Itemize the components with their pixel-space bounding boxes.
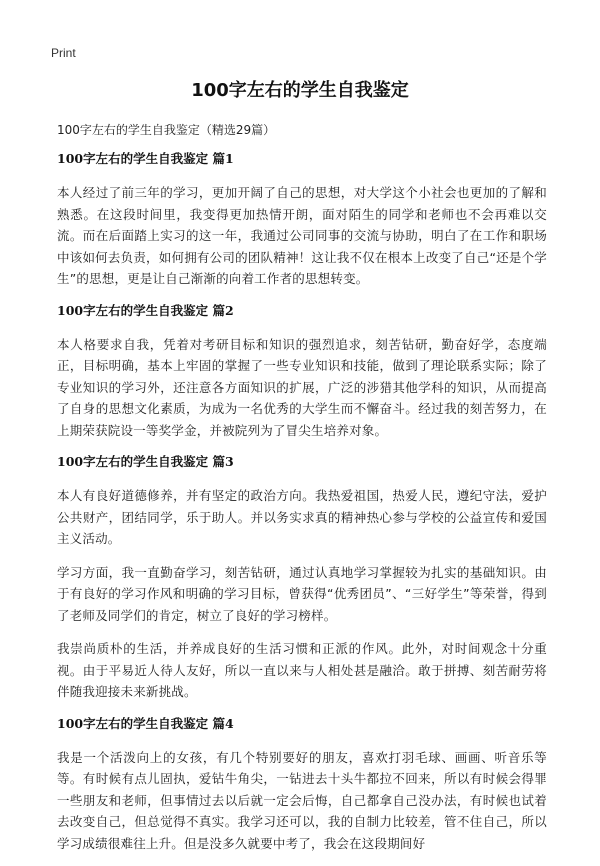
paragraph: 本人格要求自我，凭着对考研目标和知识的强烈追求，刻苦钻研，勤奋好学，态度端正，目标明确，基本上牢固的掌握了一些专业知识和技能，做到了理论联系实际；除了专业知识的学习外，还注意各方面知识的扩展，广泛的涉猎其他学科的知识，从而提高了自身的思想文化素质，为成为一名优秀的大学生而不懈奋斗。经过我的刻苦努力，在上期荣获院设一等奖学金，并被院列为了冒尖生培养对象。 [57,336,547,438]
paragraph: 我崇尚质朴的生活，并养成良好的生活习惯和正派的作风。此外，对时间观念十分重视。由于平易近人待人友好，所以一直以来与人相处甚是融洽。敢于拼搏、刻苦耐劳将伴随我迎接未来新挑战。 [57,641,547,699]
section-3 [57,453,547,703]
paragraph: 本人经过了前三年的学习，更加开阔了自己的思想，对大学这个小社会也更加的了解和熟悉。在这段时间里，我变得更加热情开朗，面对陌生的同学和老师也不会再难以交流。而在后面踏上实习的这一年，我通过公司同事的交流与协助，明白了在工作和职场中该如何去负责，如何拥有公司的团队精神！这让我不仅在根本上改变了自己“还是个学生”的思想，更是让自己渐渐的向着工作者的思想转变。 [57,185,547,286]
section-4 [57,715,547,855]
print-link[interactable]: Print [51,46,76,60]
paragraph: 我是一个活泼向上的女孩，有几个特别要好的朋友，喜欢打羽毛球、画画、听音乐等等。有时候有点儿固执，爱钻牛角尖，一钻进去十头牛都拉不回来，所以有时候会得罪一些朋友和老师，但事情过去以后就一定会后悔，自己都拿自己没办法，有时候也试着去改变自己，但总觉得不真实。我学习还可以，我的自制力比较差，管不住自己，所以学习成绩很难往上升。但是没多久就要中考了，我会在这段期间好 [57,749,547,851]
page-title: 100字左右的学生自我鉴定 [191,80,409,101]
section-1 [57,150,547,290]
paragraph: 本人有良好道德修养，并有坚定的政治方向。我热爱祖国，热爱人民，遵纪守法，爱护公共财产，团结同学，乐于助人。并以务实求真的精神热心参与学校的公益宣传和爱国主义活动。 [57,488,547,546]
document-subtitle: 100字左右的学生自我鉴定（精选29篇） [57,123,276,137]
section-heading: 100字左右的学生自我鉴定 篇2 [57,302,234,318]
section-heading: 100字左右的学生自我鉴定 篇1 [57,151,234,166]
section-2 [57,302,547,442]
section-heading: 100字左右的学生自我鉴定 篇4 [57,715,234,731]
document-body [57,150,547,866]
paragraph: 学习方面，我一直勤奋学习，刻苦钻研，通过认真地学习掌握较为扎实的基础知识。由于有良好的学习作风和明确的学习目标，曾获得“优秀团员”、“三好学生”等荣誉，得到了老师及同学们的肯定，树立了良好的学习榜样。 [57,564,547,623]
section-heading: 100字左右的学生自我鉴定 篇3 [57,454,234,469]
